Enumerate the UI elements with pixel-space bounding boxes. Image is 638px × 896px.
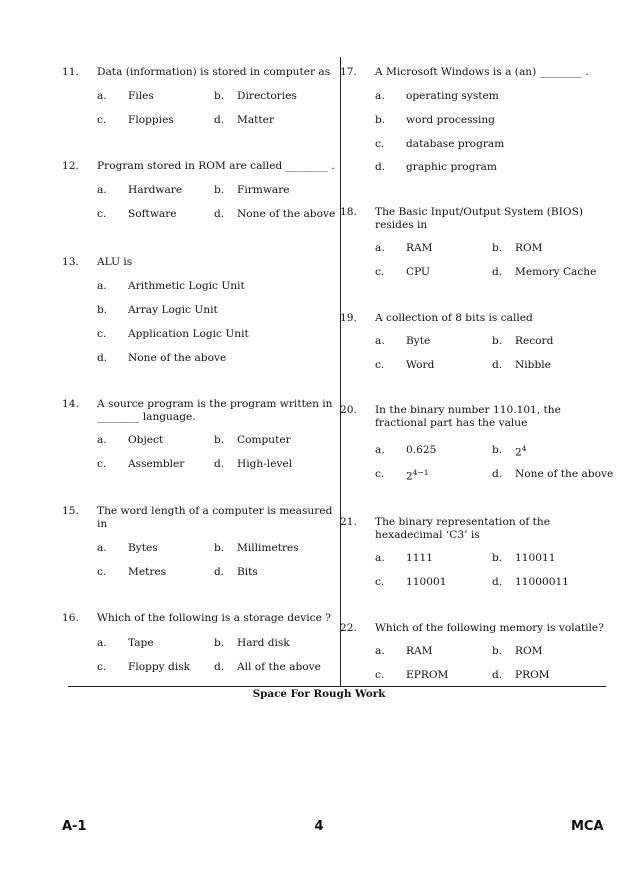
option-b-text (515, 335, 553, 347)
option-c-text (128, 661, 190, 673)
option-d-text (406, 161, 497, 173)
question-number: 17. (340, 66, 357, 78)
option-value: PROM (515, 669, 550, 681)
column-divider (340, 57, 341, 687)
option-value: Assembler (128, 458, 185, 470)
option-value: 11000011 (515, 576, 569, 588)
option-c-letter: c. (97, 328, 107, 340)
option-d-letter: d. (492, 576, 503, 588)
option-b-letter: b. (492, 444, 503, 456)
option-value: Hard disk (237, 637, 290, 649)
option-value: Floppies (128, 114, 174, 126)
option-c-text (128, 328, 249, 340)
option-b-letter: b. (97, 304, 108, 316)
option-c-letter: c. (97, 458, 107, 470)
option-a-letter: a. (97, 637, 107, 649)
option-a-text (406, 444, 436, 456)
option-value: Word (406, 359, 435, 371)
question-text: ALU is (97, 256, 133, 268)
option-c-text (406, 266, 430, 278)
option-value: 110011 (515, 552, 556, 564)
option-b-letter: b. (214, 434, 225, 446)
option-a-text (128, 434, 163, 446)
option-c-letter: c. (97, 114, 107, 126)
option-d-letter: d. (214, 114, 225, 126)
option-d-text (237, 566, 258, 578)
option-value: Computer (237, 434, 291, 446)
option-value: CPU (406, 266, 430, 278)
question-number: 13. (62, 256, 79, 268)
option-a-letter: a. (97, 184, 107, 196)
option-a-letter: a. (375, 335, 385, 347)
paper-code: A-1 (62, 819, 87, 834)
option-value: Matter (237, 114, 275, 126)
option-value: Nibble (515, 359, 551, 371)
option-b-text (237, 434, 291, 446)
option-value: graphic program (406, 161, 497, 173)
option-d-text (515, 266, 596, 278)
option-b-letter: b. (214, 637, 225, 649)
question-text: A source program is the program written in ________ language. (97, 398, 333, 423)
option-value: High-level (237, 458, 293, 470)
option-c-text (128, 566, 166, 578)
option-c-text (128, 114, 174, 126)
option-a-letter: a. (375, 242, 385, 254)
option-value: Metres (128, 566, 167, 578)
option-c-letter: c. (97, 566, 107, 578)
option-value: Array Logic Unit (128, 304, 218, 316)
option-a-text (406, 242, 432, 254)
option-b-text (237, 637, 290, 649)
question-number: 12. (62, 160, 79, 172)
option-a-letter: a. (97, 280, 107, 292)
option-d-letter: d. (492, 669, 503, 681)
option-d-text (515, 468, 613, 480)
option-c-text (128, 458, 184, 470)
option-a-text (128, 184, 182, 196)
option-c-text (406, 359, 434, 371)
option-d-letter: d. (492, 359, 503, 371)
option-b-text (515, 552, 555, 564)
option-c-letter: c. (375, 669, 385, 681)
option-c-letter: c. (375, 266, 385, 278)
option-d-letter: d. (492, 468, 503, 480)
option-value: ROM (515, 242, 543, 254)
option-a-text (406, 645, 432, 657)
option-d-letter: d. (214, 208, 225, 220)
option-a-text (406, 335, 430, 347)
option-c-text (406, 669, 448, 681)
option-value: 1111 (406, 552, 433, 564)
option-c-letter: c. (97, 661, 107, 673)
option-c-letter: c. (97, 208, 107, 220)
option-d-letter: d. (375, 161, 386, 173)
option-value: Firmware (237, 184, 290, 196)
option-b-letter: b. (214, 184, 225, 196)
question-text: Program stored in ROM are called ________ . (97, 160, 335, 172)
option-b-letter: b. (492, 242, 503, 254)
option-a-letter: a. (97, 542, 107, 554)
option-b-text (515, 444, 527, 459)
option-c-letter: c. (375, 138, 385, 150)
option-b-letter: b. (375, 114, 386, 126)
option-value: database program (406, 138, 505, 150)
option-a-text (128, 90, 154, 102)
option-value: Bytes (128, 542, 158, 554)
question-number: 22. (340, 622, 357, 634)
option-value: Millimetres (237, 542, 299, 554)
option-b-letter: b. (214, 90, 225, 102)
option-a-text (128, 542, 158, 554)
option-a-letter: a. (375, 444, 385, 456)
option-value: Hardware (128, 184, 183, 196)
page-number: 4 (314, 819, 324, 834)
option-a-letter: a. (375, 90, 385, 102)
option-d-letter: d. (214, 566, 225, 578)
option-a-letter: a. (97, 90, 107, 102)
option-value: word processing (406, 114, 495, 126)
option-d-letter: d. (97, 352, 108, 364)
option-c-text (406, 576, 446, 588)
option-b-text (406, 114, 495, 126)
option-value: Memory Cache (515, 266, 597, 278)
option-d-text (515, 669, 550, 681)
option-d-text (237, 458, 292, 470)
option-b-letter: b. (492, 335, 503, 347)
question-text: The Basic Input/Output System (BIOS) resides in (375, 206, 583, 231)
option-a-letter: a. (375, 552, 385, 564)
option-value: Record (515, 335, 554, 347)
option-d-text (237, 208, 335, 220)
option-value: Software (128, 208, 177, 220)
option-value: RAM (406, 242, 433, 254)
question-number: 19. (340, 312, 357, 324)
option-d-text (237, 661, 321, 673)
option-value: Floppy disk (128, 661, 191, 673)
option-value: All of the above (237, 661, 321, 673)
question-number: 15. (62, 505, 79, 517)
option-d-text (237, 114, 274, 126)
option-exponent: 4−1 (412, 468, 429, 477)
question-number: 20. (340, 404, 357, 416)
option-c-text (128, 208, 177, 220)
option-value: Object (128, 434, 164, 446)
option-d-text (515, 359, 551, 371)
question-text: A Microsoft Windows is a (an) ________ . (375, 66, 589, 78)
option-a-letter: a. (97, 434, 107, 446)
option-b-text (515, 645, 543, 657)
option-value: Application Logic Unit (128, 328, 249, 340)
option-d-text (515, 576, 569, 588)
option-b-text (128, 304, 218, 316)
option-b-text (237, 542, 299, 554)
option-value: RAM (406, 645, 433, 657)
question-text: The binary representation of the hexadecimal ‘C3’ is (375, 516, 551, 541)
question-number: 11. (62, 66, 79, 78)
option-a-text (406, 90, 499, 102)
option-value: Directories (237, 90, 297, 102)
question-text: Which of the following is a storage device ? (97, 612, 331, 624)
question-number: 21. (340, 516, 357, 528)
option-d-letter: d. (214, 458, 225, 470)
question-text: Data (information) is stored in computer as (97, 66, 331, 78)
option-b-letter: b. (492, 645, 503, 657)
option-c-letter: c. (375, 468, 385, 480)
option-value: Bits (237, 566, 258, 578)
option-value: operating system (406, 90, 499, 102)
question-number: 16. (62, 612, 79, 624)
option-c-letter: c. (375, 359, 385, 371)
question-number: 14. (62, 398, 79, 410)
question-text: The word length of a computer is measured in (97, 505, 333, 530)
option-value: EPROM (406, 669, 449, 681)
option-value: Byte (406, 335, 431, 347)
option-b-text (237, 90, 297, 102)
option-a-text (406, 552, 433, 564)
option-a-text (128, 637, 154, 649)
option-b-text (237, 184, 290, 196)
option-d-text (128, 352, 226, 364)
option-value: 2 (406, 470, 413, 483)
rough-work-label: Space For Rough Work (252, 688, 386, 700)
question-text: In the binary number 110.101, the fractional part has the value (375, 404, 561, 429)
option-value: Arithmetic Logic Unit (128, 280, 245, 292)
option-value: ROM (515, 645, 543, 657)
question-text: Which of the following memory is volatile? (375, 622, 604, 634)
option-c-letter: c. (375, 576, 385, 588)
option-value: None of the above (237, 208, 336, 220)
option-exponent: 4 (521, 444, 527, 453)
option-b-letter: b. (214, 542, 225, 554)
question-text: A collection of 8 bits is called (375, 312, 533, 324)
option-d-letter: d. (492, 266, 503, 278)
option-a-letter: a. (375, 645, 385, 657)
rough-work-rule (68, 686, 606, 687)
option-value: Tape (128, 637, 154, 649)
option-value: 110001 (406, 576, 447, 588)
option-value: 0.625 (406, 444, 437, 456)
option-value: None of the above (128, 352, 227, 364)
option-c-text (406, 468, 429, 483)
course-code: MCA (571, 819, 604, 834)
option-b-letter: b. (492, 552, 503, 564)
question-number: 18. (340, 206, 357, 218)
option-value: Files (128, 90, 154, 102)
option-a-text (128, 280, 245, 292)
option-d-letter: d. (214, 661, 225, 673)
option-value: 2 (515, 446, 522, 459)
option-c-text (406, 138, 504, 150)
option-value: None of the above (515, 468, 614, 480)
option-b-text (515, 242, 543, 254)
